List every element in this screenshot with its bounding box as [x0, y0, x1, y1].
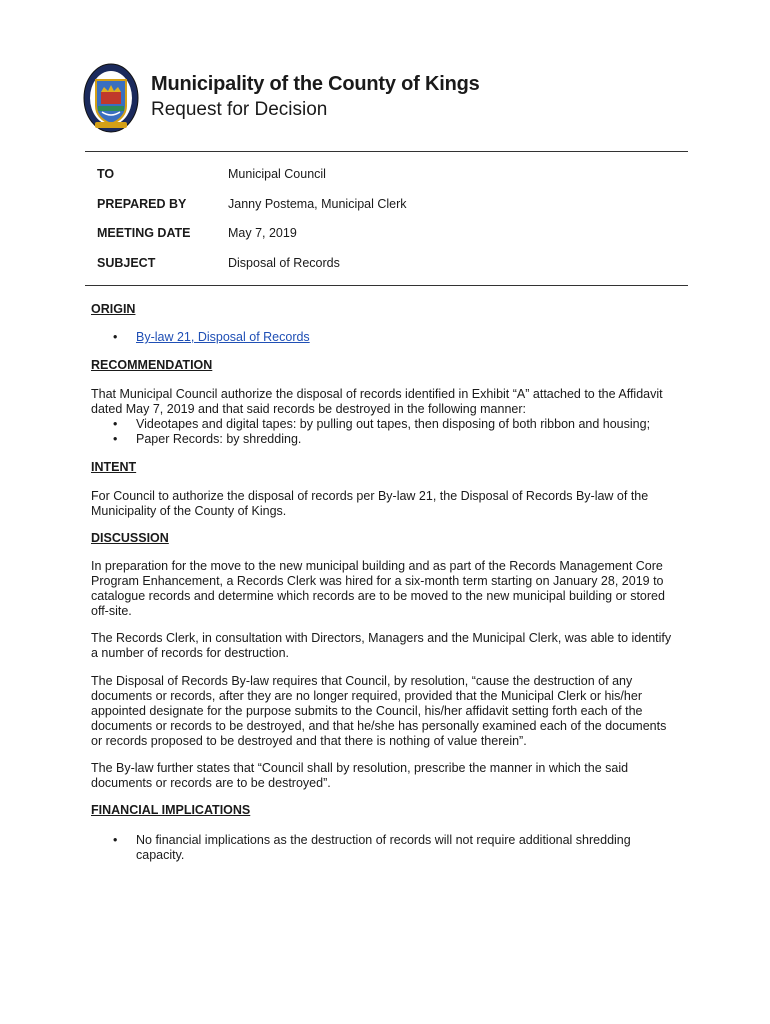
text-line: The Records Clerk, in consultation with Directors, Managers and the Municipal Clerk, was able to identify: [91, 631, 672, 645]
bullet-icon: •: [113, 417, 118, 431]
discussion-section: [91, 531, 681, 546]
text-line: Program Enhancement, a Records Clerk was hired for a six-month term starting on January 28, 2019 to: [91, 574, 664, 588]
text-line: dated May 7, 2019 and that said records be destroyed in the following manner:: [91, 402, 526, 416]
page-subtitle: Request for Decision: [151, 99, 328, 120]
meta-value: Disposal of Records: [228, 256, 340, 270]
discussion-paragraph-2: [91, 631, 681, 661]
meta-label: MEETING DATE: [97, 226, 191, 240]
intent-section: [91, 460, 681, 475]
bullet-icon: •: [113, 432, 118, 446]
list-item: [91, 432, 681, 447]
text-line: catalogue records and determine which records are to be moved to the new municipal building or stored: [91, 589, 665, 603]
text-line: documents or records, after they are no longer required, provided that the Municipal Clerk or his/her: [91, 689, 642, 703]
meta-value: Janny Postema, Municipal Clerk: [228, 197, 407, 211]
text-line: The Disposal of Records By-law requires that Council, by resolution, “cause the destruction of any: [91, 674, 633, 688]
recommendation-text: [91, 387, 681, 447]
list-item: [91, 417, 681, 432]
financial-section: [91, 803, 681, 818]
header-divider: [85, 151, 688, 152]
bullet-icon: •: [113, 330, 118, 344]
bylaw-link[interactable]: By-law 21, Disposal of Records: [136, 330, 310, 344]
origin-list: [91, 330, 681, 345]
section-heading: INTENT: [91, 460, 137, 474]
text-line: That Municipal Council authorize the disposal of records identified in Exhibit “A” attached to the Affidavit: [91, 387, 663, 401]
county-crest-logo: [82, 62, 140, 134]
text-line: For Council to authorize the disposal of records per By-law 21, the Disposal of Records By-law of the: [91, 489, 649, 503]
page-title: Municipality of the County of Kings: [151, 73, 480, 95]
discussion-paragraph-3: [91, 674, 681, 749]
meta-label: PREPARED BY: [97, 197, 187, 211]
recommendation-section: [91, 358, 681, 373]
financial-list: [91, 833, 681, 863]
text-line: In preparation for the move to the new municipal building and as part of the Records Management Core: [91, 559, 663, 573]
section-heading: FINANCIAL IMPLICATIONS: [91, 803, 251, 817]
list-item: [91, 833, 681, 863]
list-item-text: Videotapes and digital tapes: by pulling out tapes, then disposing of both ribbon and housing;: [136, 417, 651, 431]
bullet-icon: •: [113, 833, 118, 847]
text-line: documents or records to be destroyed, and that he/she has personally examined each of the documents: [91, 719, 667, 733]
list-item-text: No financial implications as the destruction of records will not require additional shredding: [136, 833, 631, 847]
origin-section: [91, 302, 681, 317]
text-line: off-site.: [91, 604, 132, 618]
text-line: or records proposed to be destroyed and that there is nothing of value therein”.: [91, 734, 527, 748]
text-line: appointed designate for the purpose submits to the Council, his/her affidavit setting forth each of the: [91, 704, 643, 718]
text-line: Municipality of the County of Kings.: [91, 504, 287, 518]
section-heading: RECOMMENDATION: [91, 358, 213, 372]
meta-value: May 7, 2019: [228, 226, 297, 240]
list-item: [91, 330, 681, 345]
list-item-text: capacity.: [136, 848, 185, 862]
meta-value: Municipal Council: [228, 167, 326, 181]
list-item-text: Paper Records: by shredding.: [136, 432, 302, 446]
text-line: documents or records are to be destroyed”.: [91, 776, 331, 790]
discussion-paragraph-4: [91, 761, 681, 791]
meta-label: TO: [97, 167, 115, 181]
meta-label: SUBJECT: [97, 256, 156, 270]
discussion-paragraph-1: [91, 559, 681, 619]
intent-text: [91, 489, 681, 519]
meta-divider: [85, 285, 688, 286]
section-heading: ORIGIN: [91, 302, 136, 316]
text-line: The By-law further states that “Council shall by resolution, prescribe the manner in which the said: [91, 761, 629, 775]
text-line: a number of records for destruction.: [91, 646, 290, 660]
section-heading: DISCUSSION: [91, 531, 169, 545]
